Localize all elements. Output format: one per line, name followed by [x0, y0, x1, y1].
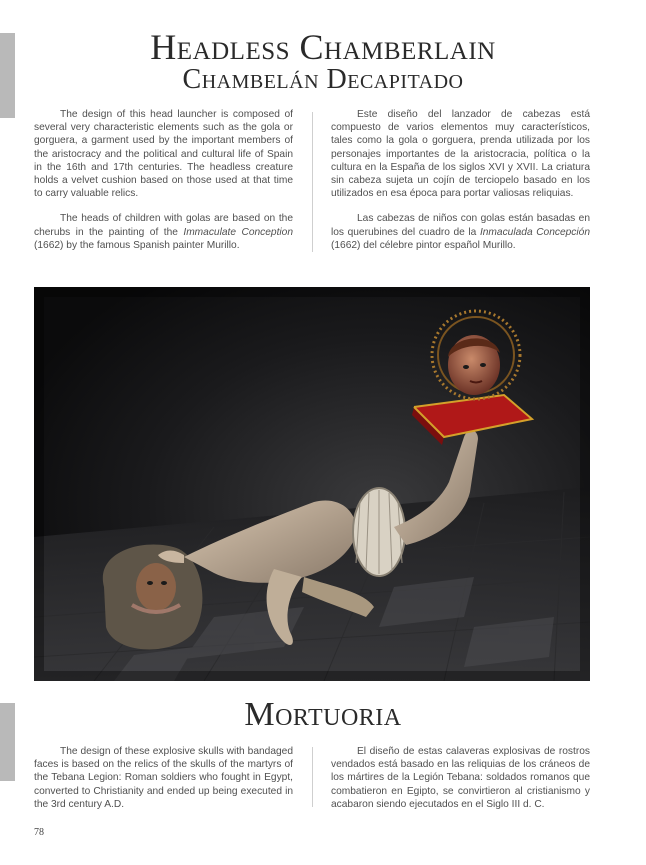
section2-spanish-column — [331, 745, 590, 823]
paragraph: The heads of children with golas are based on the cherubs in the painting of the Immaculate Conception (1662) by the famous Spanish painter Murillo. — [34, 213, 293, 251]
column-divider — [312, 747, 313, 807]
page-subtitle: Chambelán Decapitado — [182, 64, 464, 95]
paragraph: El diseño de estas calaveras explosivas de rostros vendados está basado en las reliquias de los cráneos de los mártires de la Legión Tebana: soldados romanos que combatieron en Egipto, se convirtieron al cristianismo y acabaron siendo ejecutados en el Siglo III d. C. — [331, 746, 590, 810]
page-title: Headless Chamberlain — [150, 27, 496, 67]
section1-spanish-column — [331, 108, 590, 264]
paragraph: Este diseño del lanzador de cabezas está compuesto de varios elementos muy característicos, tales como la gola o gorguera, prenda utilizada por los personajes importantes de la aristocracia, política o la cultura en la España de los siglos XVI y XVII. La criatura sin cabeza sujeta un cojín de terciopelo basado en los utilizados en esa época para portar valiosas reliquias. — [331, 109, 590, 200]
section1-english-column — [34, 108, 293, 264]
paragraph: Las cabezas de niños con golas están basadas en los querubines del cuadro de la Inmaculada Concepción (1662) del célebre pintor español Murillo. — [331, 213, 590, 251]
headless-chamberlain-artwork — [34, 287, 590, 681]
column-divider — [312, 112, 313, 252]
section-title-mortuoria: Mortuoria — [244, 696, 402, 733]
page-number: 78 — [34, 827, 44, 838]
paragraph: The design of this head launcher is composed of several very characteristic elements such as the gola or gorguera, a garment used by the important members of the aristocracy and the political and cultural life of Spain in the 16th and 17th centuries. The headless creature holds a velvet cushion based on those used at that time to carry valuable relics. — [34, 109, 293, 200]
section2-english-column — [34, 745, 293, 823]
paragraph: The design of these explosive skulls with bandaged faces is based on the relics of the skulls of the martyrs of the Tebana Legion: Roman soldiers who fought in Egypt, converted to Christianity and ended up being executed in the 3rd century A.D. — [34, 746, 293, 810]
